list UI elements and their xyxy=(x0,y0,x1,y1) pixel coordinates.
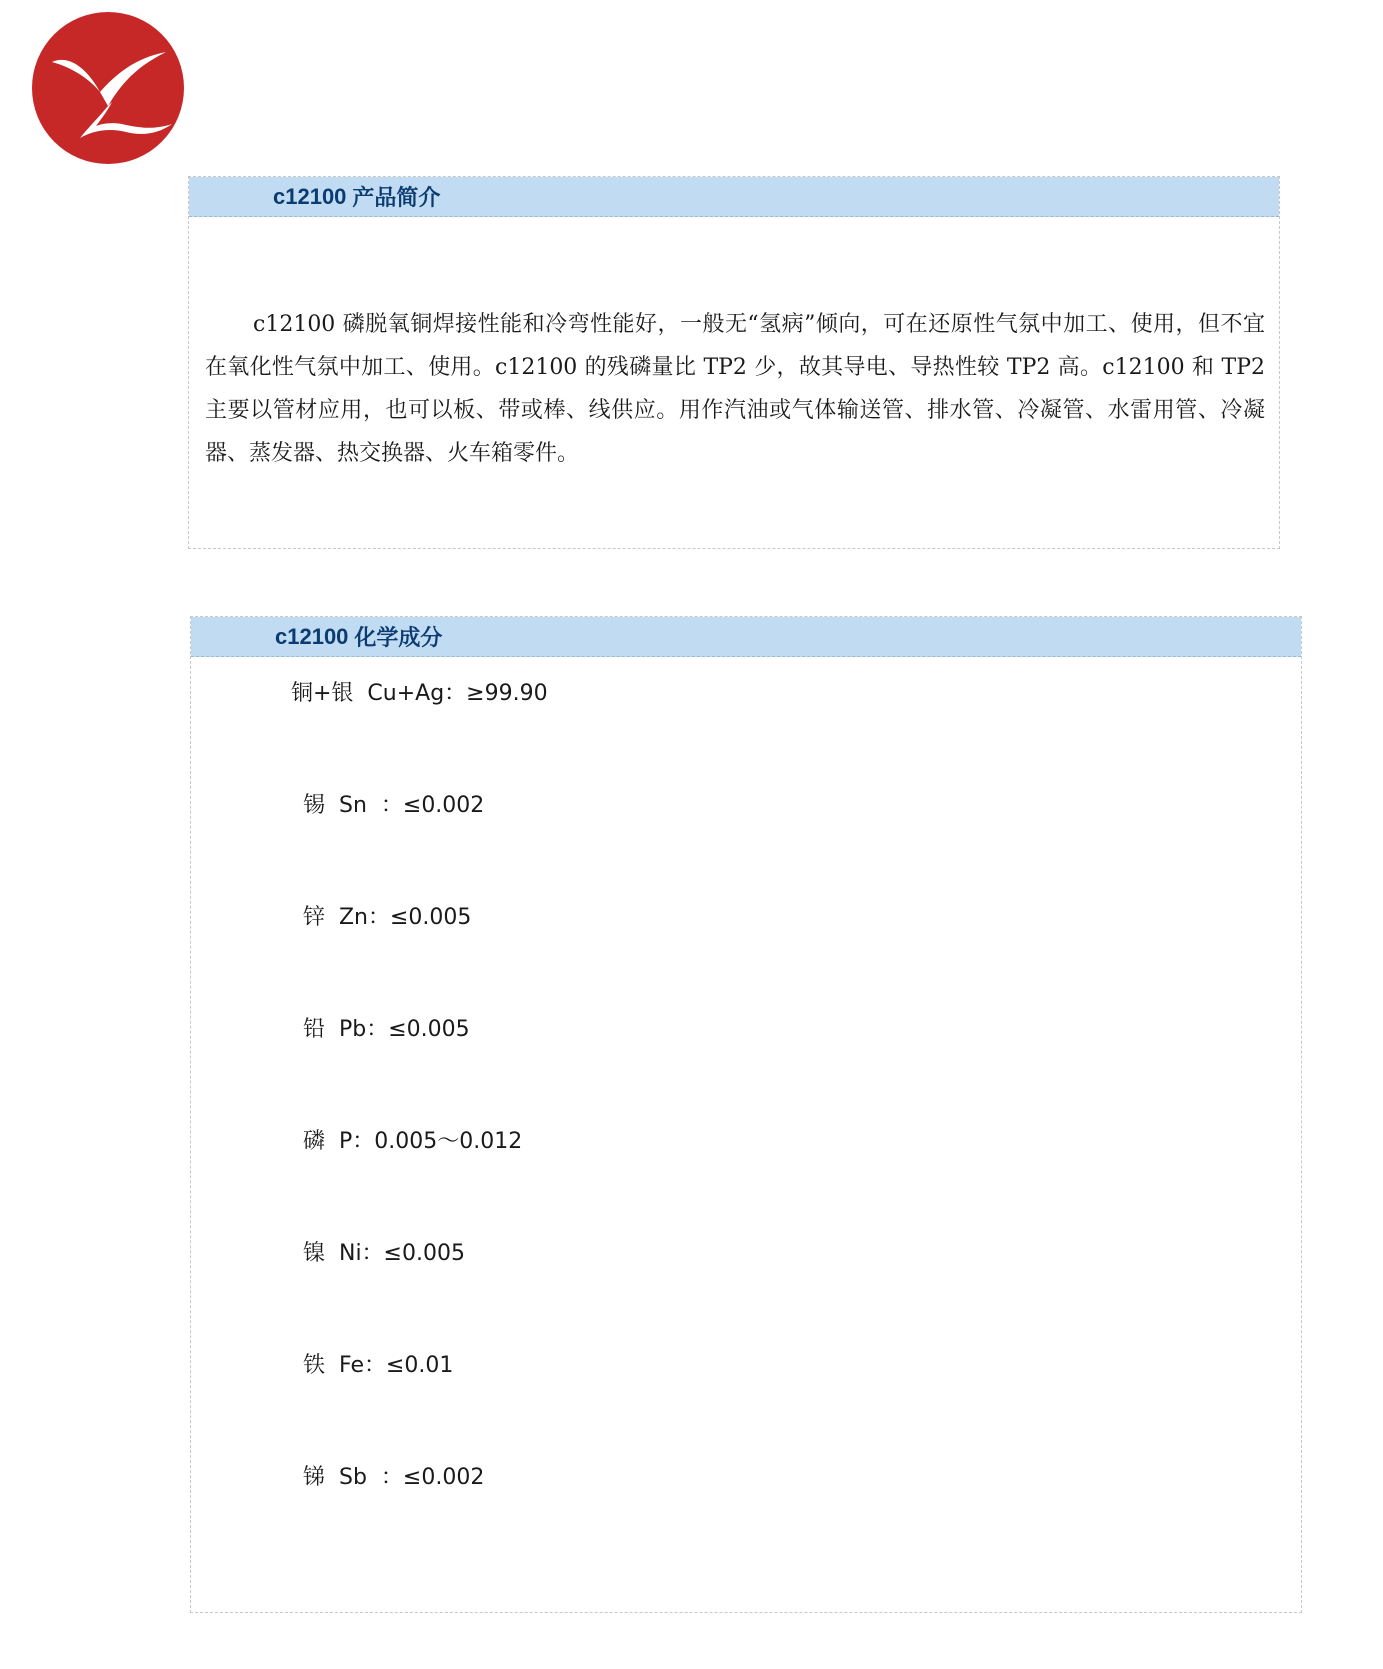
chemistry-item-ni: 镍 Ni：≤0.005 xyxy=(303,1241,465,1266)
brand-logo-icon xyxy=(30,10,186,166)
intro-code: c12100 xyxy=(273,183,347,209)
intro-body: c12100 磷脱氧铜焊接性能和冷弯性能好，一般无“氢病”倾向，可在还原性气氛中加工、使用，但不宜在氧化性气氛中加工、使用。c12100 的残磷量比 TP2 少，故其导电、导热性较 TP2 高。c12100 和 TP2 主要以管材应用，也可以板、带或棒、线供应。用作汽油或气体输送管、排水管、冷凝管、水雷用管、冷凝器、蒸发器、热交换器、火车箱零件。 xyxy=(205,312,1265,466)
chemistry-panel xyxy=(190,616,1302,1613)
chemistry-item-fe: 铁 Fe：≤0.01 xyxy=(303,1353,454,1378)
intro-title: 产品简介 xyxy=(352,185,441,211)
chemistry-title: 化学成分 xyxy=(354,625,443,651)
chemistry-item-zn: 锌 Zn：≤0.005 xyxy=(303,905,472,930)
chemistry-code: c12100 xyxy=(275,623,349,649)
chemistry-item-p: 磷 P：0.005～0.012 xyxy=(303,1129,523,1154)
chemistry-item-sb: 锑 Sb ：≤0.002 xyxy=(303,1465,485,1490)
chemistry-item-pb: 铅 Pb：≤0.005 xyxy=(303,1017,470,1042)
intro-panel-header xyxy=(189,177,1279,217)
chemistry-panel-header xyxy=(191,617,1301,657)
chemistry-item-cu-ag: 铜+银 Cu+Ag：≥99.90 xyxy=(291,681,548,706)
chemistry-item-sn: 锡 Sn ：≤0.002 xyxy=(303,793,485,818)
intro-panel xyxy=(188,176,1280,549)
